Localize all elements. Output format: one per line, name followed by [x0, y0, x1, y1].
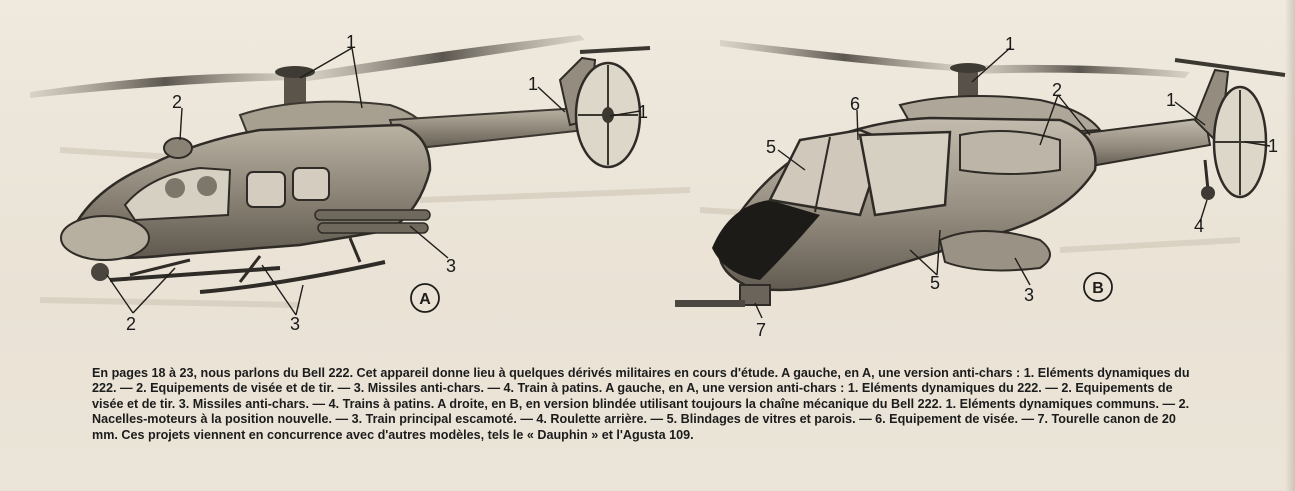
- callout-a-1: 1: [346, 32, 357, 52]
- callout-a-3: 3: [446, 256, 457, 276]
- callout-b-3: 3: [1024, 285, 1035, 305]
- callout-b-6: 6: [850, 94, 861, 114]
- callout-b-4: 4: [1194, 216, 1205, 236]
- callout-b-7: 7: [756, 320, 767, 340]
- callout-a-1: 1: [638, 102, 649, 122]
- helicopter-b: [675, 40, 1285, 307]
- helicopter-a: [30, 35, 650, 292]
- callout-b-5: 5: [766, 137, 777, 157]
- callout-a-3: 3: [290, 314, 301, 334]
- callout-a-2: 2: [126, 314, 137, 334]
- marker-a-label: A: [419, 291, 431, 308]
- callout-b-5: 5: [930, 273, 941, 293]
- callout-b-1: 1: [1166, 90, 1177, 110]
- callout-a-2: 2: [172, 92, 183, 112]
- marker-b-label: B: [1092, 280, 1104, 297]
- callout-b-2: 2: [1052, 80, 1063, 100]
- figure-caption: En pages 18 à 23, nous parlons du Bell 222. Cet appareil donne lieu à quelques dérivés militaires en cours d'étude. A gauche, en A, une version anti-chars : 1. Eléments dynamiques du 222. — 2. Equipements de visée et de tir. — 3. Missiles anti-chars. — 4. Train à patins. A gauche, en A, une version anti-chars : 1. Eléments dynamiques du 222. — 2. Equipements de visée et de tir. 3. Missiles anti-chars. — 4. Trains à patins. A droite, en B, en version blindée utilisant toujours la chaîne mécanique du Bell 222. 1. Eléments dynamiques communs. — 2. Nacelles-moteurs à la position nouvelle. — 3. Train principal escamoté. — 4. Roulette arrière. — 5. Blindages de vitres et parois. — 6. Equipement de visée. — 7. Tourelle canon de 20 mm. Ces projets viennent en concurrence avec d'autres modèles, tels le « Dauphin » et l'Agusta 109.: [92, 366, 1190, 442]
- callout-b-1: 1: [1005, 34, 1016, 54]
- callout-b-1: 1: [1268, 136, 1279, 156]
- callout-a-1: 1: [528, 74, 539, 94]
